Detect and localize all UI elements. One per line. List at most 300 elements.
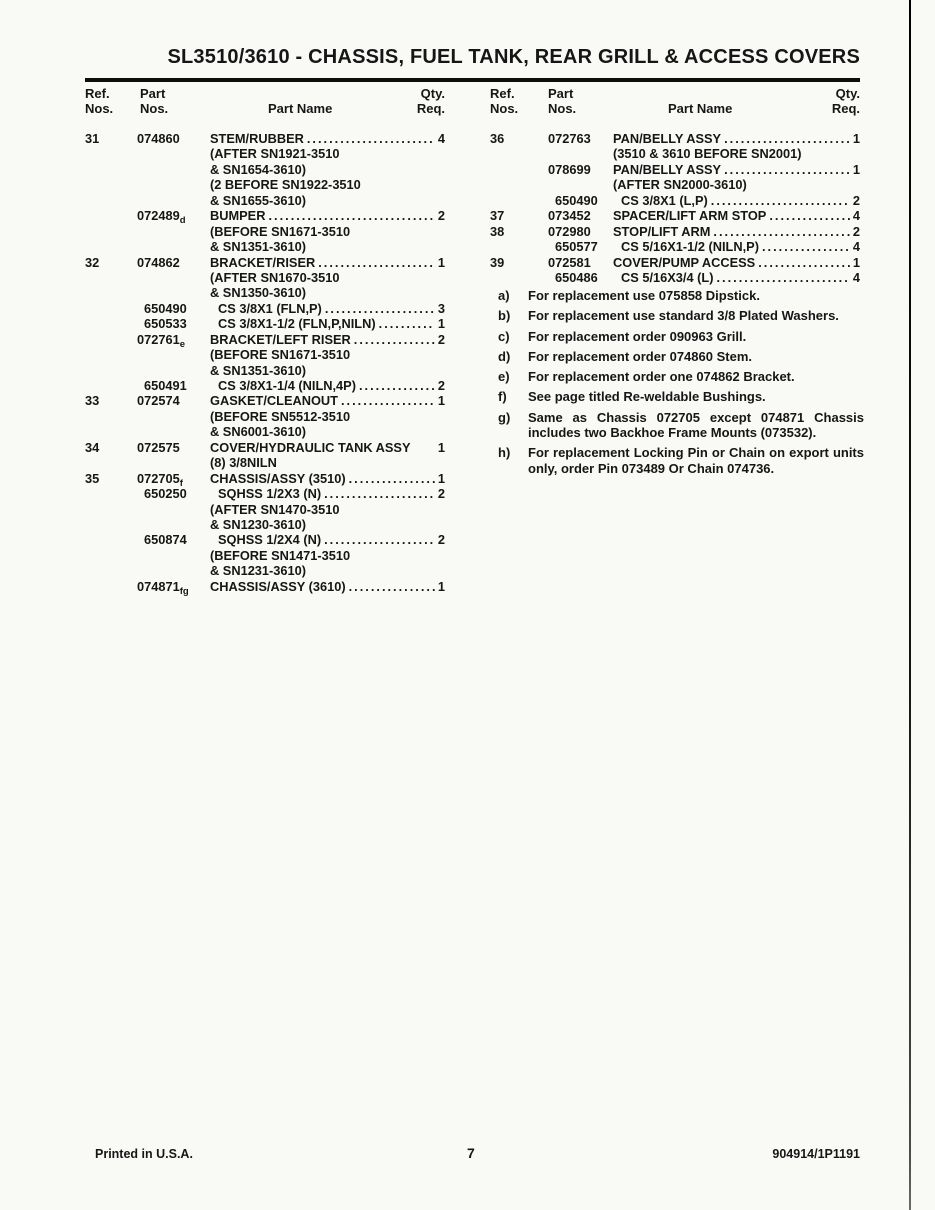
part-note: (2 BEFORE SN1922-3510 [210,177,361,193]
name-area [210,363,445,378]
qty-required: 1 [852,161,860,177]
qty-required: 2 [437,532,445,548]
name-area [210,563,445,578]
footnote-letter: d) [498,348,511,364]
ref-no: 35 [85,470,100,486]
part-no [548,162,613,177]
name-area [210,393,445,408]
ref-no [85,455,137,470]
ref-no [85,193,137,208]
qty-required: 2 [437,331,445,347]
continuation-line [490,146,860,161]
name-area [210,517,445,532]
col-header-part-right [548,86,576,116]
name-area [210,255,445,270]
part-no [548,208,613,223]
part-name: CS 5/16X3/4 (L) [621,269,714,285]
continuation-line [85,270,445,285]
part-note: (BEFORE SN1671-3510 [210,223,351,239]
part-note: & SN1351-3610) [210,239,307,255]
footnote-letter: f) [498,389,507,405]
part-row [85,301,445,316]
part-no [137,301,210,316]
page-title: SL3510/3610 - CHASSIS, FUEL TANK, REAR GRILL & ACCESS COVERS [167,46,860,68]
name-area [210,486,445,501]
name-area [210,316,445,331]
part-note: & SN1654-3610) [210,161,307,177]
name-area [210,502,445,517]
dot-leader [318,255,435,270]
part-no [548,255,613,270]
ref-no [85,301,137,316]
name-area [613,255,860,270]
parts-table-left [85,131,445,597]
part-name: COVER/PUMP ACCESS [613,254,756,270]
ref-no [85,548,137,563]
footnote [498,410,864,441]
part-no [548,193,613,208]
col-header-name-left: Part Name [268,101,333,116]
part-note: (8) 3/8NILN [210,455,277,471]
part-no [548,270,613,285]
qty-required: 1 [437,578,445,594]
name-area [210,177,445,192]
part-row [85,578,445,597]
part-row [85,486,445,501]
name-area [613,193,860,208]
name-area [210,208,445,223]
part-name: CHASSIS/ASSY (3610) [210,578,346,594]
ref-no [490,146,548,161]
dot-leader [359,378,435,393]
part-row [490,224,860,239]
col-header-part-left [140,86,168,116]
name-area [210,471,445,486]
dot-leader [724,131,850,146]
page-number: 7 [467,1145,475,1161]
name-area [210,131,445,146]
part-note: (AFTER SN1470-3510 [210,501,340,517]
continuation-line [85,455,445,470]
col-header-name-right: Part Name [668,101,733,116]
ref-no [85,270,137,285]
continuation-line [85,424,445,439]
part-row [85,331,445,350]
part-no [137,193,210,208]
part-number: 072489 [137,208,180,224]
part-number: 650250 [144,486,187,502]
part-header-line2: Nos. [140,101,169,116]
footer-printed-in: Printed in U.S.A. [95,1147,193,1161]
ref-no [85,285,137,300]
ref-no [490,162,548,177]
ref-header-line1: Ref. [85,86,110,101]
dot-leader [354,332,435,347]
footnote [498,288,864,303]
name-area [210,301,445,316]
col-header-ref-right [490,86,518,116]
part-no [137,146,210,161]
ref-no: 37 [490,208,505,224]
ref-no: 39 [490,254,505,270]
continuation-line [85,177,445,192]
part-number: 650490 [144,300,187,316]
dot-leader [724,162,850,177]
continuation-line [85,502,445,517]
part-no [137,486,210,501]
part-row [85,470,445,489]
part-row [490,162,860,177]
part-note: & SN1351-3610) [210,362,307,378]
qty-header-line2: Req. [831,101,860,116]
name-area [210,162,445,177]
part-note: & SN1231-3610) [210,563,307,579]
part-name: CHASSIS/ASSY (3510) [210,470,346,486]
part-no [137,548,210,563]
name-area [613,131,860,146]
qty-required: 2 [437,486,445,502]
ref-no [85,579,137,594]
part-number: 650874 [144,532,187,548]
part-row [85,440,445,455]
part-number: 650486 [555,269,598,285]
qty-required: 1 [852,254,860,270]
ref-no [85,409,137,424]
footnote [498,349,864,364]
continuation-line [85,162,445,177]
dot-leader [341,393,435,408]
part-no [548,239,613,254]
name-area [613,239,860,254]
footnote-text: For replacement order one 074862 Bracket. [528,369,795,385]
part-number: 074862 [137,254,180,270]
part-number: 074871 [137,578,180,594]
part-no [137,255,210,270]
part-name: SPACER/LIFT ARM STOP [613,208,767,224]
part-number: 650490 [555,192,598,208]
dot-leader [324,532,435,547]
footnote-text: For replacement order 090963 Grill. [528,328,747,344]
name-area [613,270,860,285]
name-area [210,270,445,285]
part-header-line2: Nos. [548,101,577,116]
qty-header-line1: Qty. [420,86,445,101]
continuation-line [85,347,445,362]
continuation-line [85,193,445,208]
part-note: & SN6001-3610) [210,424,307,440]
part-number: 650577 [555,239,598,255]
ref-no: 38 [490,223,505,239]
part-header-line1: Part [140,86,166,101]
part-note: (AFTER SN2000-3610) [613,177,747,193]
name-area [210,378,445,393]
part-no [137,424,210,439]
part-no [137,563,210,578]
part-no [137,517,210,532]
ref-no [85,424,137,439]
qty-required: 3 [437,300,445,316]
part-name: CS 3/8X1-1/2 (FLN,P,NILN) [218,316,376,332]
part-name: COVER/HYDRAULIC TANK ASSY [210,439,411,455]
part-name: GASKET/CLEANOUT [210,393,338,409]
part-note: (BEFORE SN1671-3510 [210,347,351,363]
part-no [137,409,210,424]
part-row [85,378,445,393]
part-row [85,393,445,408]
part-number: 074860 [137,131,180,146]
dot-leader [349,471,435,486]
part-note: & SN1350-3610) [210,285,307,301]
ref-no: 34 [85,439,100,455]
qty-header-line2: Req. [416,101,445,116]
part-number: 078699 [548,161,591,177]
footnote [498,369,864,384]
ref-no [85,316,137,331]
scan-artifact-line [909,0,911,1210]
name-area [210,224,445,239]
ref-no [85,177,137,192]
part-note: & SN1230-3610) [210,516,307,532]
ref-no [85,224,137,239]
qty-required: 4 [852,269,860,285]
part-number: 072581 [548,254,591,270]
part-name: SQHSS 1/2X4 (N) [218,532,322,548]
dot-leader [307,131,435,146]
ref-header-line2: Nos. [490,101,519,116]
part-number: 650491 [144,378,187,393]
part-no [137,440,210,455]
part-note: (AFTER SN1921-3510 [210,146,340,162]
name-area [613,146,860,161]
part-no [137,239,210,254]
ref-no: 31 [85,131,100,146]
part-no [548,131,613,146]
dot-leader [268,208,434,223]
continuation-line [85,563,445,578]
part-no [137,532,210,547]
part-name: STEM/RUBBER [210,131,304,146]
footnote [498,308,864,323]
name-area [210,424,445,439]
qty-required: 1 [437,254,445,270]
footnote-letter: a) [498,288,510,303]
title-rule [85,78,860,82]
ref-no [85,517,137,532]
continuation-line [490,177,860,192]
continuation-line [85,363,445,378]
part-number: 650533 [144,316,187,332]
qty-required: 1 [437,316,445,332]
part-no [137,131,210,146]
part-no [548,177,613,192]
footnote [498,445,864,476]
name-area [210,409,445,424]
ref-no [490,193,548,208]
footnote-text: Same as Chassis 072705 except 074871 Chassis includes two Backhoe Frame Mounts (073532). [528,409,864,441]
name-area [210,455,445,470]
footnote-marker: e [179,338,185,350]
footnotes-list [498,288,864,481]
qty-required: 4 [852,208,860,224]
name-area [613,177,860,192]
part-no [137,270,210,285]
footnote-letter: e) [498,369,510,385]
dot-leader [414,440,435,455]
part-row [490,131,860,146]
qty-required: 1 [437,393,445,409]
continuation-line [85,224,445,239]
part-name: SQHSS 1/2X3 (N) [218,486,322,502]
qty-required: 2 [852,192,860,208]
ref-no [85,532,137,547]
qty-required: 4 [852,239,860,255]
continuation-line [85,409,445,424]
part-no [548,224,613,239]
part-no [548,146,613,161]
name-area [210,532,445,547]
footnote [498,389,864,404]
part-name: PAN/BELLY ASSY [613,161,722,177]
part-number: 072761 [137,331,180,347]
part-number: 072763 [548,131,591,146]
part-name: BRACKET/LEFT RISER [210,331,351,347]
ref-no [85,486,137,501]
part-no [137,347,210,362]
ref-no [490,177,548,192]
part-no [137,162,210,177]
footnote-text: For replacement use 075858 Dipstick. [528,288,760,303]
part-no [137,331,210,350]
footnote-text: See page titled Re-weldable Bushings. [528,389,766,405]
part-name: CS 3/8X1 (FLN,P) [218,300,322,316]
part-note: (BEFORE SN5512-3510 [210,408,351,424]
name-area [210,285,445,300]
name-area [613,208,860,223]
qty-required: 2 [437,208,445,224]
dot-leader [349,579,435,594]
qty-required: 1 [437,439,445,455]
continuation-line [85,517,445,532]
part-no [137,470,210,489]
name-area [210,347,445,362]
footnote-text: For replacement order 074860 Stem. [528,348,752,364]
col-header-qty-left [395,86,445,116]
part-row [490,239,860,254]
footnote-letter: c) [498,328,510,344]
part-no [137,455,210,470]
part-number: 072980 [548,223,591,239]
part-row [490,193,860,208]
footnote-letter: h) [498,445,511,461]
parts-table-right [490,131,860,285]
col-header-qty-right [810,86,860,116]
ref-no [490,270,548,285]
dot-leader [716,270,849,285]
part-row [85,255,445,270]
dot-leader [325,301,435,316]
part-note: & SN1655-3610) [210,192,307,208]
name-area [210,579,445,594]
footnote-marker: d [179,215,186,227]
name-area [613,162,860,177]
ref-no [85,378,137,393]
dot-leader [379,316,435,331]
part-row [85,532,445,547]
ref-no [85,563,137,578]
qty-required: 1 [437,470,445,486]
part-row [85,316,445,331]
part-row [490,208,860,223]
part-row [490,270,860,285]
part-row [85,208,445,227]
qty-header-line1: Qty. [835,86,860,101]
part-note: (BEFORE SN1471-3510 [210,547,351,563]
ref-no: 32 [85,254,100,270]
name-area [210,332,445,347]
ref-no [85,347,137,362]
part-number: 072705 [137,470,180,486]
name-area [210,239,445,254]
dot-leader [758,255,850,270]
ref-no [85,502,137,517]
ref-header-line2: Nos. [85,101,114,116]
ref-no [85,208,137,223]
name-area [210,193,445,208]
part-no [137,224,210,239]
part-row [85,131,445,146]
part-number: 072574 [137,393,180,409]
dot-leader [762,239,850,254]
part-name: BUMPER [210,208,266,224]
ref-no [85,239,137,254]
part-number: 072575 [137,439,180,455]
part-note: (AFTER SN1670-3510 [210,269,340,285]
continuation-line [85,146,445,161]
ref-no [85,162,137,177]
part-no [137,177,210,192]
name-area [613,224,860,239]
part-name: STOP/LIFT ARM [613,223,711,239]
ref-no [85,146,137,161]
ref-no [490,239,548,254]
part-no [137,578,210,597]
footnote-text: For replacement Locking Pin or Chain on export units only, order Pin 073489 Or Chain 074736. [528,445,864,476]
part-no [137,208,210,227]
footer-doc-number: 904914/1P1191 [772,1147,860,1161]
qty-required: 4 [437,131,445,146]
part-name: CS 5/16X1-1/2 (NILN,P) [621,239,759,255]
part-number: 073452 [548,208,591,224]
dot-leader [713,224,849,239]
ref-header-line1: Ref. [490,86,515,101]
qty-required: 2 [437,378,445,393]
part-name: CS 3/8X1 (L,P) [621,192,708,208]
part-no [137,363,210,378]
footnote-marker: f [179,477,183,489]
part-no [137,285,210,300]
dot-leader [769,208,850,223]
col-header-ref-left [85,86,113,116]
footnote-letter: g) [498,409,511,425]
part-row [490,255,860,270]
name-area [210,440,445,455]
footnote [498,329,864,344]
part-no [137,378,210,393]
footnote-letter: b) [498,308,511,324]
part-name: BRACKET/RISER [210,254,316,270]
continuation-line [85,239,445,254]
footnote-marker: fg [179,585,189,597]
